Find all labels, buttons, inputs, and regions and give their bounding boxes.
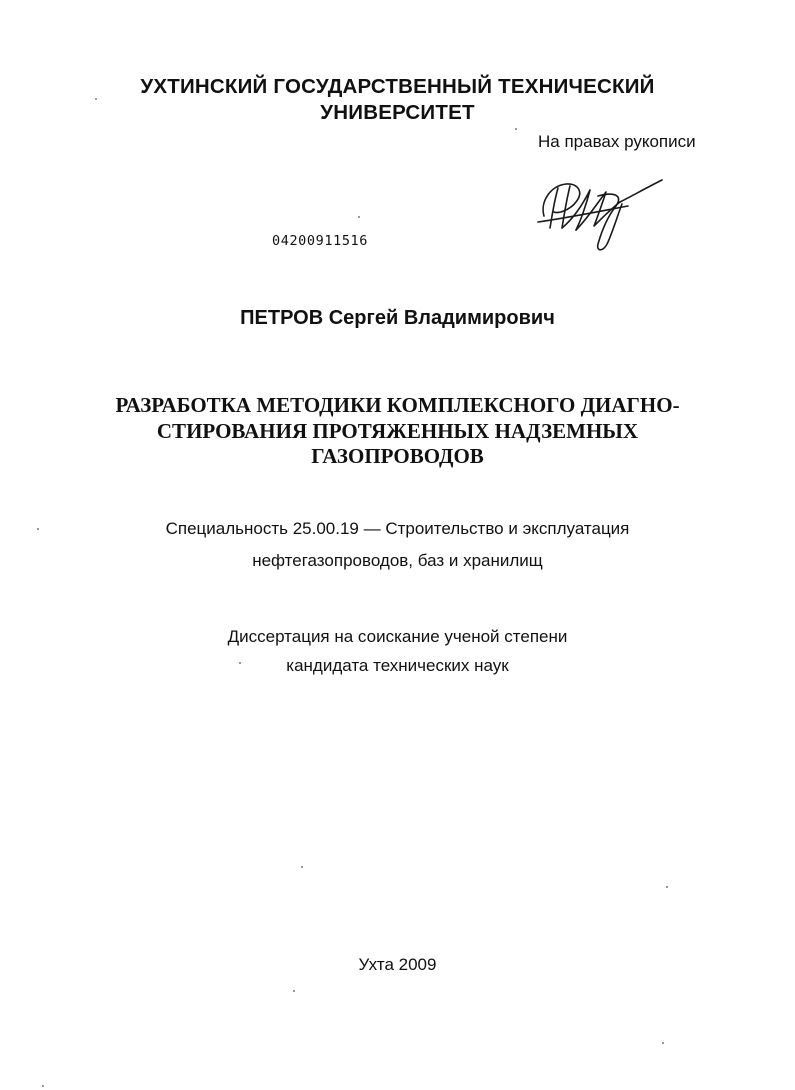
university-name-line2: УНИВЕРСИТЕТ (320, 101, 475, 124)
title-line1: РАЗРАБОТКА МЕТОДИКИ КОМПЛЕКСНОГО ДИАГНО- (115, 393, 680, 417)
university-name-line1: УХТИНСКИЙ ГОСУДАРСТВЕННЫЙ ТЕХНИЧЕСКИЙ (140, 75, 655, 98)
title-line3: ГАЗОПРОВОДОВ (311, 444, 484, 468)
manuscript-rights-note: На правах рукописи (538, 132, 696, 151)
dissertation-title (0, 393, 795, 470)
specialty-line1: Специальность 25.00.19 — Строительство и эксплуатация (165, 519, 630, 538)
city-year: Ухта 2009 (358, 955, 437, 974)
scan-speck (293, 990, 295, 992)
catalog-code: 04200911516 (272, 233, 369, 249)
scan-speck (515, 128, 517, 130)
degree-statement (0, 622, 795, 680)
scan-speck (239, 662, 241, 664)
specialty-line2: нефтегазопроводов, баз и хранилищ (252, 551, 543, 570)
scan-speck (95, 98, 97, 100)
degree-line2: кандидата технических наук (286, 656, 509, 675)
scan-speck (662, 1042, 664, 1044)
scan-speck (42, 1085, 44, 1087)
degree-line1: Диссертация на соискание ученой степени (227, 627, 568, 646)
scan-speck (37, 528, 39, 530)
author-name: ПЕТРОВ Сергей Владимирович (240, 307, 555, 329)
title-line2: СТИРОВАНИЯ ПРОТЯЖЕННЫХ НАДЗЕМНЫХ (156, 418, 639, 443)
university-name (0, 74, 795, 126)
scan-speck (666, 886, 668, 888)
author-signature (536, 172, 666, 254)
scan-speck (358, 216, 360, 218)
scan-speck (301, 866, 303, 868)
specialty (0, 513, 795, 577)
